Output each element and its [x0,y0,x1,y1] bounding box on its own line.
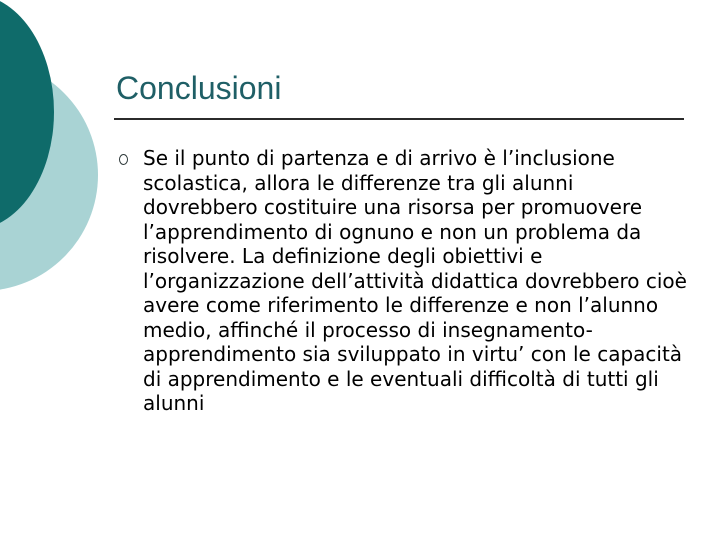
slide-title: Conclusioni [116,70,282,106]
title-underline [114,118,684,120]
bullet-item [116,146,691,416]
bullet-text: Se il punto di partenza e di arrivo è l’inclusione scolastica, allora le differenze tra gli alunni dovrebbero costituire una risorsa per promuovere l’apprendimento di ognuno e non un problema da risolvere. La definizione degli obiettivi e l’organizzazione dell’attività didattica dovrebbero cioè avere come riferimento le differenze e non l’alunno medio, affinché il processo di insegnamento-apprendimento sia sviluppato in virtu’ con le capacità di apprendimento e le eventuali difficoltà di tutti gli alunni [143,146,687,415]
ring-bullet-icon [119,154,128,165]
decorative-circles [0,0,120,300]
slide-body [116,146,691,416]
decorative-circles-graphic [0,0,120,300]
